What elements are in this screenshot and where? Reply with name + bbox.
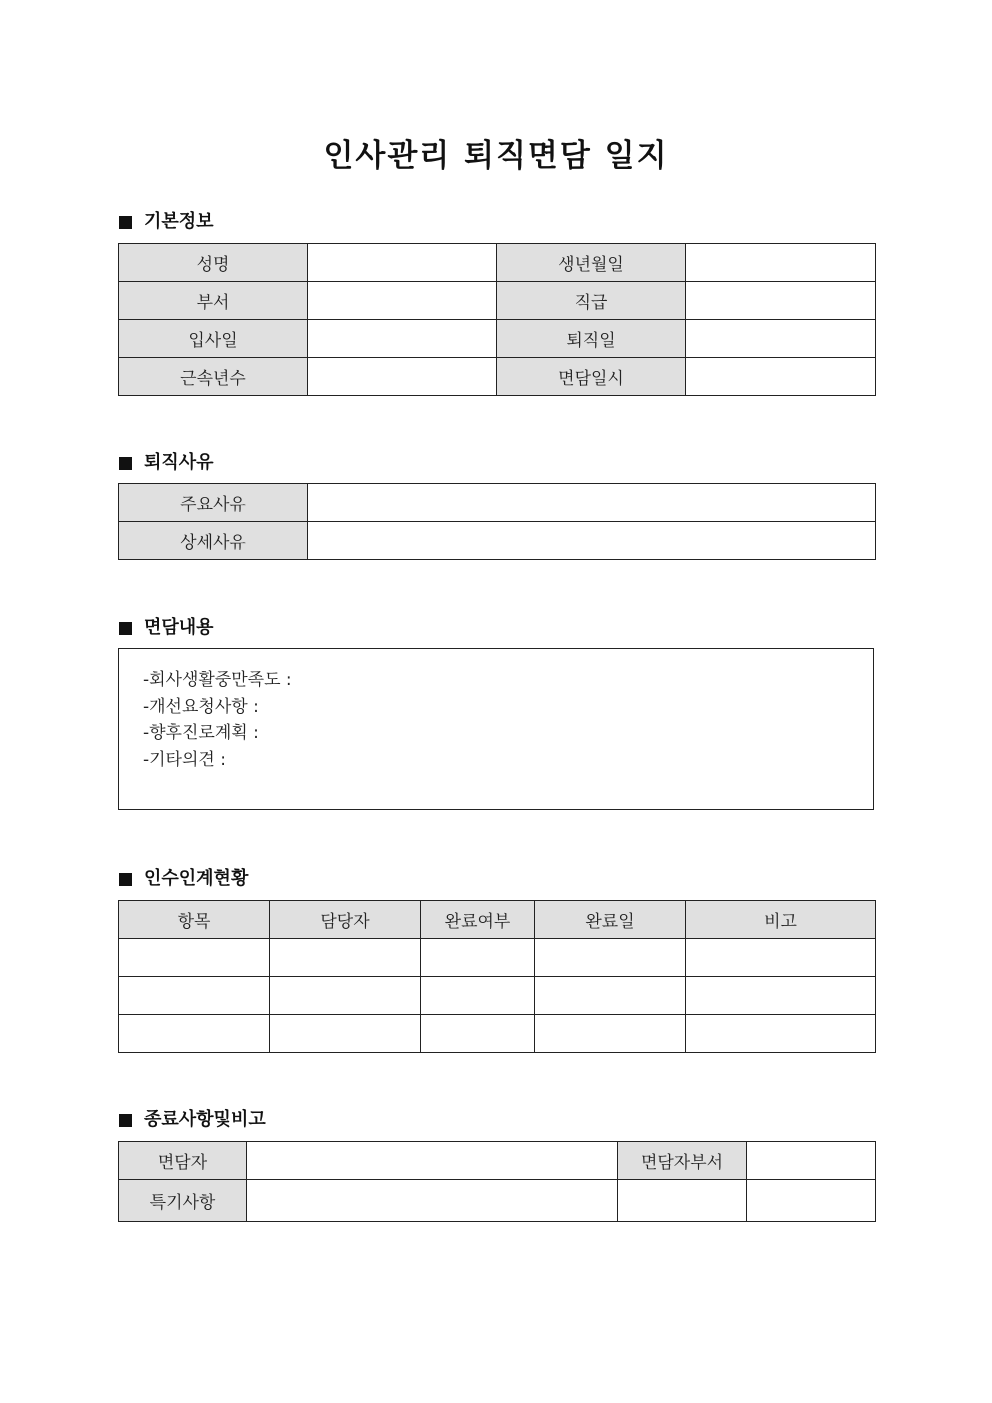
cell-completion-date[interactable]	[535, 977, 686, 1015]
cell-remarks[interactable]	[686, 1015, 876, 1053]
label-position: 직급	[497, 282, 686, 320]
field-position[interactable]	[686, 282, 876, 320]
note-line-other-opinions: -기타의견 :	[143, 749, 226, 770]
section-heading-basic-info	[119, 211, 214, 233]
table-row	[119, 522, 876, 560]
column-header-completed: 완료여부	[421, 901, 535, 939]
table-row	[119, 1015, 876, 1053]
cell-remarks[interactable]	[686, 977, 876, 1015]
note-line-future-plans: -향후진로계획 :	[143, 723, 259, 743]
field-special-notes-extra-2[interactable]	[747, 1180, 876, 1222]
label-birthdate: 생년월일	[497, 244, 686, 282]
field-interviewer-department[interactable]	[747, 1142, 876, 1180]
cell-completed[interactable]	[421, 977, 535, 1015]
field-birthdate[interactable]	[686, 244, 876, 282]
column-header-person-in-charge: 담당자	[270, 901, 421, 939]
field-department[interactable]	[308, 282, 497, 320]
field-special-notes-extra-1[interactable]	[618, 1180, 747, 1222]
section-heading-text: 퇴직사유	[144, 452, 214, 473]
section-heading-text: 기본정보	[144, 211, 214, 232]
field-main-reason[interactable]	[308, 484, 876, 522]
field-resignation-date[interactable]	[686, 320, 876, 358]
square-bullet-icon	[119, 873, 132, 886]
table-row	[119, 939, 876, 977]
label-interview-datetime: 면담일시	[497, 358, 686, 396]
note-line-improvement-requests: -개선요청사항 :	[143, 696, 259, 717]
resignation-reason-table	[118, 483, 876, 560]
cell-person-in-charge[interactable]	[270, 977, 421, 1015]
section-heading-text: 면담내용	[144, 617, 214, 638]
label-interviewer-department: 면담자부서	[618, 1142, 747, 1180]
field-detailed-reason[interactable]	[308, 522, 876, 560]
column-header-completion-date: 완료일	[535, 901, 686, 939]
table-row	[119, 358, 876, 396]
cell-completed[interactable]	[421, 1015, 535, 1053]
square-bullet-icon	[119, 457, 132, 470]
field-years-of-service[interactable]	[308, 358, 497, 396]
field-interview-datetime[interactable]	[686, 358, 876, 396]
table-row	[119, 320, 876, 358]
cell-person-in-charge[interactable]	[270, 1015, 421, 1053]
table-header-row	[119, 901, 876, 939]
interview-notes-box[interactable]	[118, 648, 874, 810]
cell-item[interactable]	[119, 1015, 270, 1053]
label-name: 성명	[119, 244, 308, 282]
field-name[interactable]	[308, 244, 497, 282]
square-bullet-icon	[119, 216, 132, 229]
section-heading-interview-content	[119, 617, 214, 639]
cell-completion-date[interactable]	[535, 1015, 686, 1053]
field-special-notes[interactable]	[247, 1180, 618, 1222]
field-interviewer[interactable]	[247, 1142, 618, 1180]
label-main-reason: 주요사유	[119, 484, 308, 522]
label-special-notes: 특기사항	[119, 1180, 247, 1222]
table-row	[119, 1180, 876, 1222]
section-heading-text: 인수인계현황	[144, 868, 249, 889]
label-interviewer: 면담자	[119, 1142, 247, 1180]
table-row	[119, 282, 876, 320]
cell-person-in-charge[interactable]	[270, 939, 421, 977]
basic-info-table	[118, 243, 876, 396]
column-header-item: 항목	[119, 901, 270, 939]
section-heading-closing-remarks	[119, 1109, 266, 1131]
note-line-satisfaction: -회사생활중만족도 :	[143, 670, 292, 690]
table-row	[119, 484, 876, 522]
cell-item[interactable]	[119, 939, 270, 977]
label-resignation-date: 퇴직일	[497, 320, 686, 358]
document-title: 인사관리 퇴직면담 일지	[323, 138, 669, 174]
section-heading-resignation-reason	[119, 452, 214, 474]
cell-completed[interactable]	[421, 939, 535, 977]
cell-completion-date[interactable]	[535, 939, 686, 977]
section-heading-text: 종료사항및비고	[144, 1109, 266, 1130]
handover-table	[118, 900, 876, 1053]
label-years-of-service: 근속년수	[119, 358, 308, 396]
square-bullet-icon	[119, 1114, 132, 1127]
field-hire-date[interactable]	[308, 320, 497, 358]
cell-remarks[interactable]	[686, 939, 876, 977]
column-header-remarks: 비고	[686, 901, 876, 939]
square-bullet-icon	[119, 622, 132, 635]
table-row	[119, 1142, 876, 1180]
label-hire-date: 입사일	[119, 320, 308, 358]
section-heading-handover-status	[119, 868, 248, 890]
cell-item[interactable]	[119, 977, 270, 1015]
table-row	[119, 977, 876, 1015]
label-detailed-reason: 상세사유	[119, 522, 308, 560]
table-row	[119, 244, 876, 282]
closing-remarks-table	[118, 1141, 876, 1222]
label-department: 부서	[119, 282, 308, 320]
